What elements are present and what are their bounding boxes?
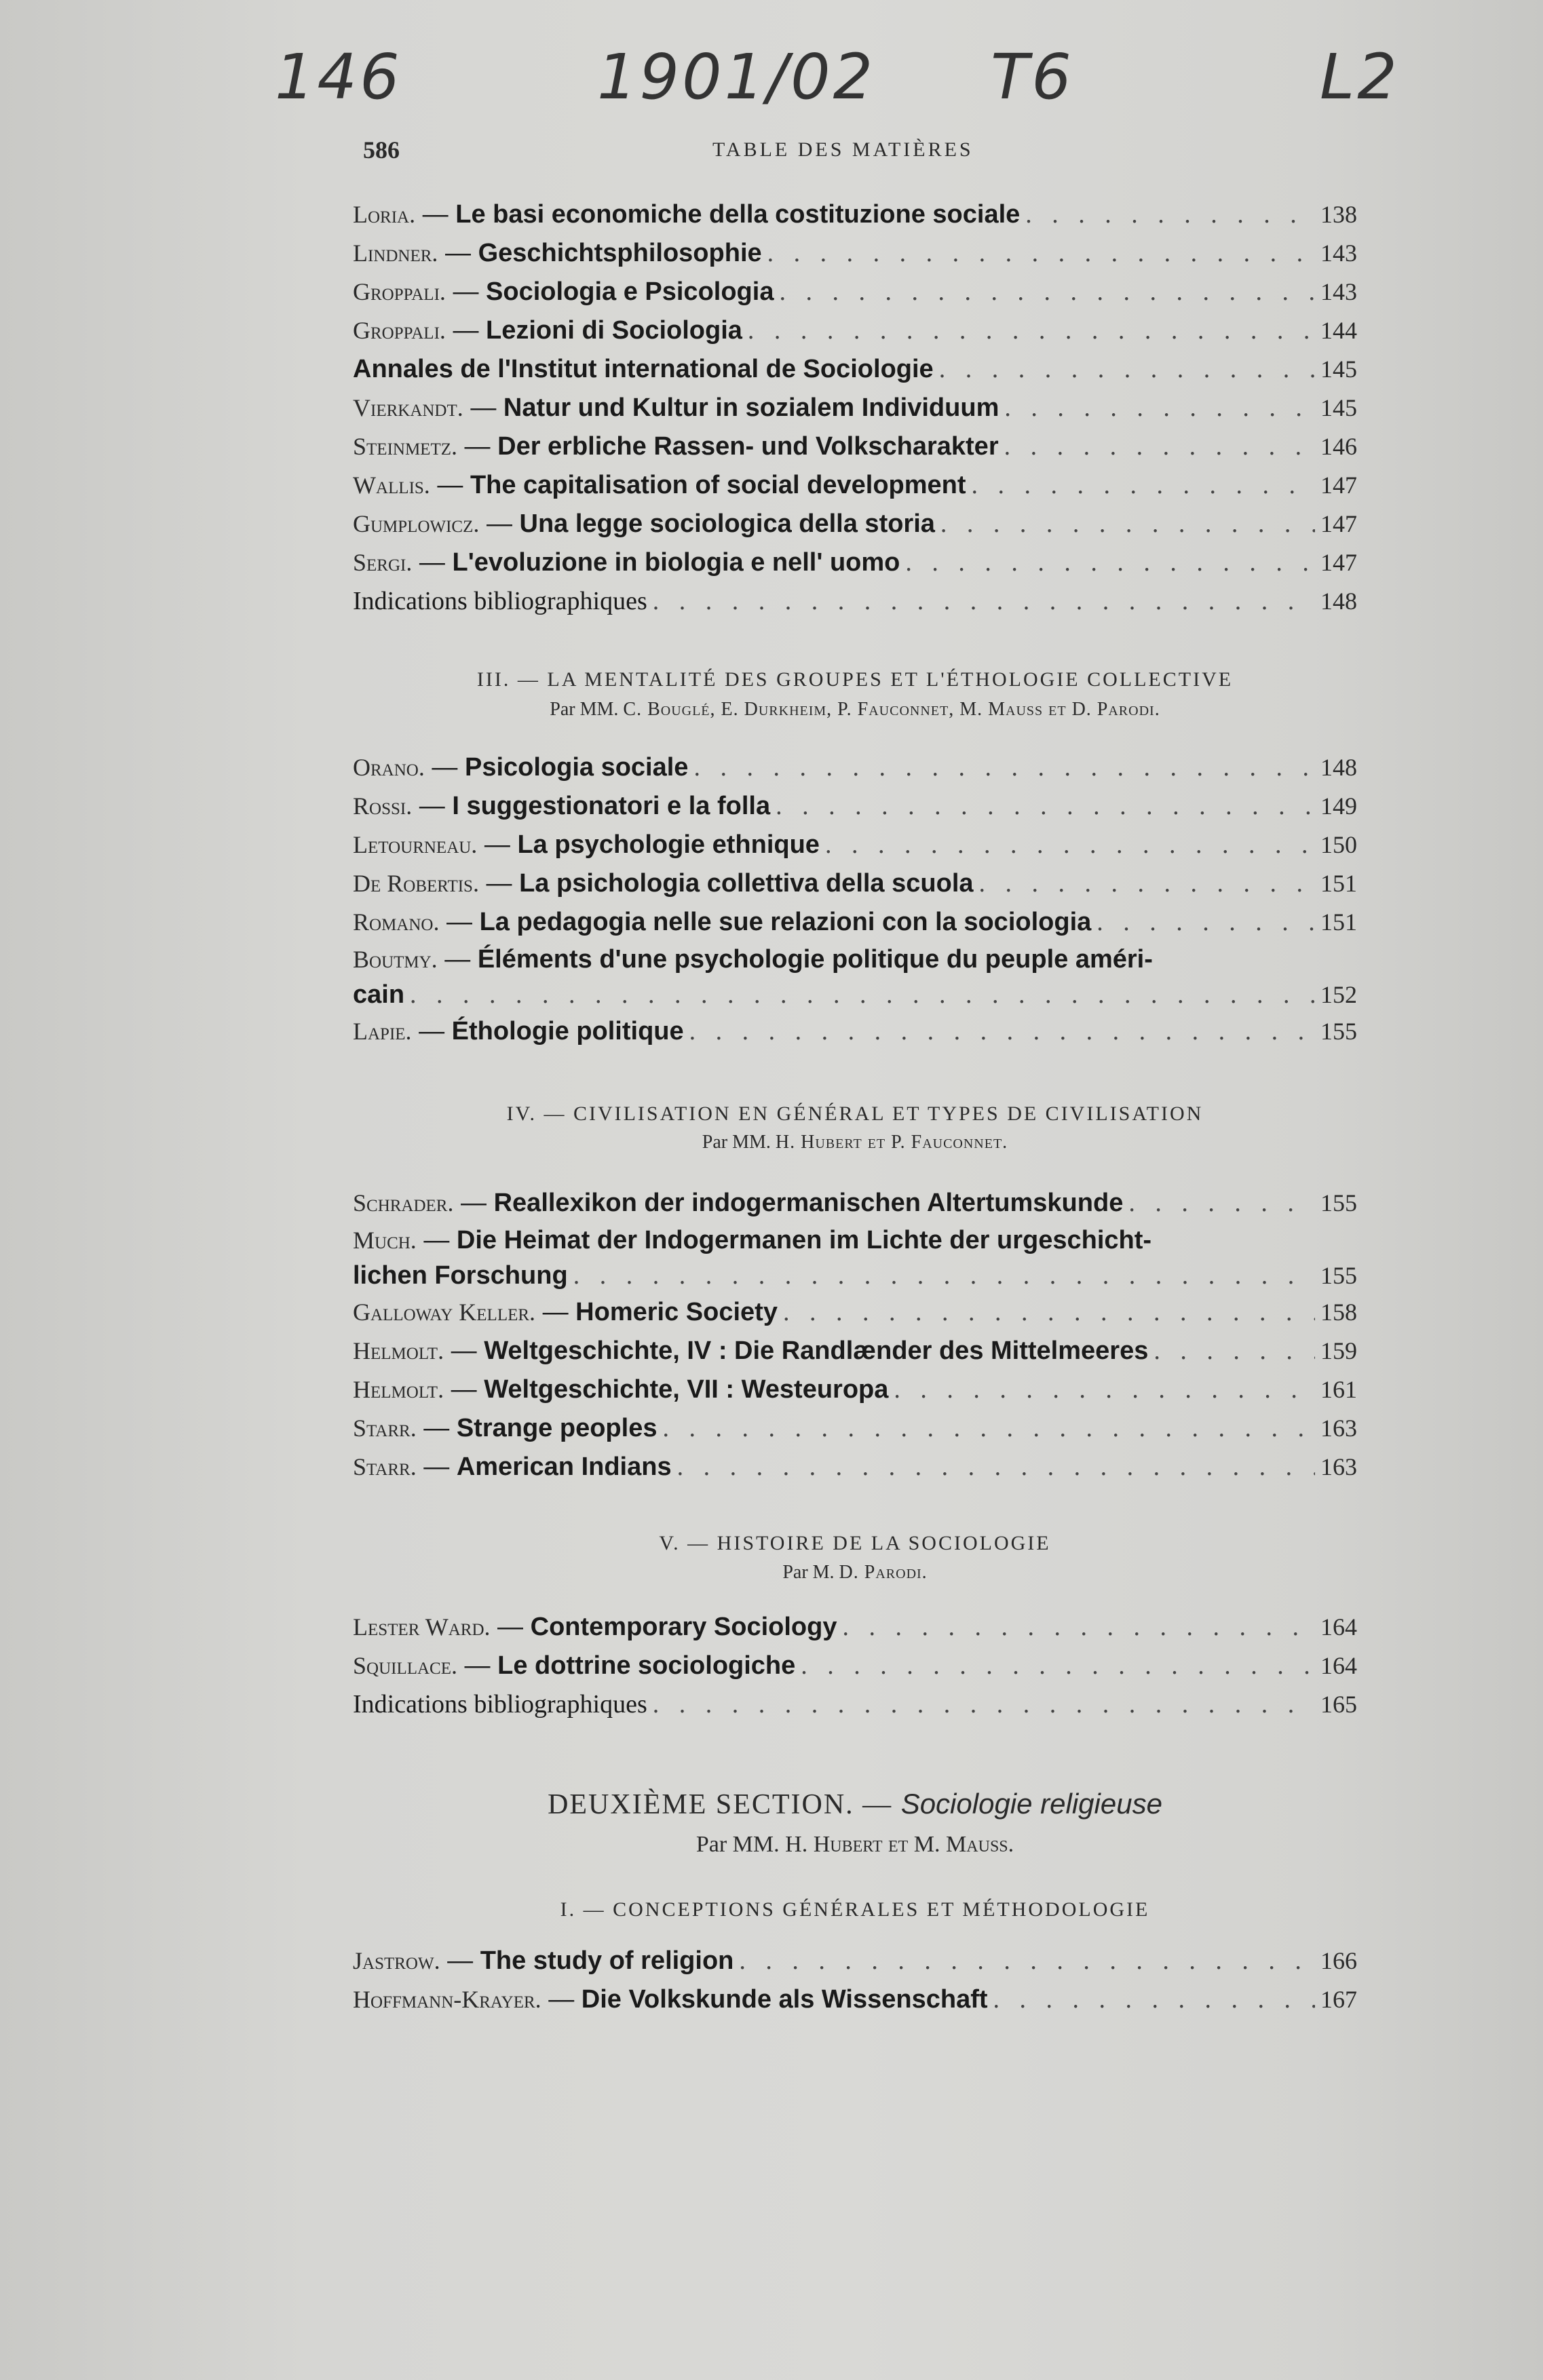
entry-page: 158 bbox=[1320, 1299, 1357, 1326]
toc-entry: Loria. — Le basi economiche della costituzione sociale . . . 138 bbox=[353, 195, 1357, 234]
entry-author: Schrader. bbox=[353, 1189, 454, 1216]
toc-entry: Gumplowicz. — Una legge sociologica della storia . . . 147 bbox=[353, 505, 1357, 543]
entry-author: Lapie. bbox=[353, 1018, 412, 1045]
by-prefix: Par M. bbox=[782, 1562, 835, 1583]
toc-entry: Hoffmann-Krayer. — Die Volkskunde als Wissenschaft . . . 167 bbox=[353, 1980, 1357, 2019]
toc-entry: Squillace. — Le dottrine sociologiche . . . 164 bbox=[353, 1647, 1357, 1685]
entry-title: Psicologia sociale bbox=[464, 753, 689, 782]
entry-title: The study of religion bbox=[480, 1946, 734, 1975]
page-number: 586 bbox=[363, 136, 400, 164]
toc-entry: Helmolt. — Weltgeschichte, IV : Die Randlænder des Mittelmeeres . . . 159 bbox=[353, 1332, 1357, 1370]
by-names: H. Hubert et P. Fauconnet. bbox=[775, 1132, 1008, 1153]
entry-page: 143 bbox=[1320, 239, 1357, 267]
entry-page: 148 bbox=[1320, 588, 1357, 615]
entry-author: Orano. bbox=[353, 754, 425, 781]
toc-group-d1 bbox=[353, 1942, 1357, 2019]
entry-author: Boutmy. bbox=[353, 946, 438, 973]
entry-author: Groppali. bbox=[353, 317, 446, 344]
entry-page: 145 bbox=[1320, 356, 1357, 383]
toc-group-1 bbox=[353, 195, 1357, 621]
entry-title: Éléments d'une psychologie politique du peuple améri- bbox=[477, 945, 1153, 974]
handwritten-mark: L2 bbox=[1320, 41, 1400, 113]
toc-entry bbox=[353, 582, 1357, 621]
entry-title: La psychologie ethnique bbox=[517, 830, 820, 859]
entry-page: 164 bbox=[1320, 1652, 1357, 1679]
toc-entry: Groppali. — Lezioni di Sociologia . . . 144 bbox=[353, 311, 1357, 350]
toc-entry: Wallis. — The capitalisation of social development . . . 147 bbox=[353, 466, 1357, 505]
toc-group-4 bbox=[353, 1184, 1357, 1486]
by-prefix: Par MM. bbox=[550, 699, 619, 720]
entry-title: I suggestionatori e la folla bbox=[452, 792, 771, 820]
entry-page: 147 bbox=[1320, 549, 1357, 576]
entry-author: Galloway Keller. bbox=[353, 1299, 536, 1326]
entry-author: Romano. bbox=[353, 908, 440, 936]
entry-title: La pedagogia nelle sue relazioni con la sociologia bbox=[479, 908, 1092, 936]
entry-author: Much. bbox=[353, 1227, 417, 1254]
entry-title: Weltgeschichte, IV : Die Randlænder des Mittelmeeres bbox=[484, 1337, 1149, 1365]
entry-page: 150 bbox=[1320, 831, 1357, 858]
entry-title: Contemporary Sociology bbox=[530, 1613, 837, 1641]
entry-page: 161 bbox=[1320, 1376, 1357, 1403]
entry-author: Steinmetz. bbox=[353, 433, 457, 460]
section-authors bbox=[353, 1562, 1357, 1584]
section-authors bbox=[353, 699, 1357, 721]
toc-entry: Starr. — Strange peoples . . . 163 bbox=[353, 1409, 1357, 1448]
toc-entry bbox=[353, 350, 1357, 389]
section-heading: IV. — CIVILISATION EN GÉNÉRAL ET TYPES DE CIVILISATION bbox=[506, 1102, 1204, 1125]
entry-title: Strange peoples bbox=[456, 1414, 658, 1442]
entry-author: Loria. bbox=[353, 201, 416, 228]
by-names: D. Parodi. bbox=[839, 1562, 928, 1583]
toc-entry: Letourneau. — La psychologie ethnique . . . 150 bbox=[353, 826, 1357, 864]
entry-page: 163 bbox=[1320, 1453, 1357, 1480]
entry-page: 155 bbox=[1320, 1018, 1357, 1045]
toc-entry: Galloway Keller. — Homeric Society . . . 158 bbox=[353, 1293, 1357, 1332]
toc-entry: Lapie. — Éthologie politique . . . 155 bbox=[353, 1012, 1357, 1051]
entry-page: 147 bbox=[1320, 472, 1357, 499]
toc-entry: Steinmetz. — Der erbliche Rassen- und Volkscharakter . . . 146 bbox=[353, 427, 1357, 466]
toc-entry: Sergi. — L'evoluzione in biologia e nell' uomo . . . 147 bbox=[353, 543, 1357, 582]
toc-group-5 bbox=[353, 1608, 1357, 1724]
section-title-prefix: DEUXIÈME SECTION. — bbox=[548, 1789, 893, 1820]
by-names: H. Hubert et M. Mauss. bbox=[785, 1832, 1014, 1857]
entry-title: Indications bibliographiques bbox=[353, 1690, 647, 1719]
entry-page: 163 bbox=[1320, 1415, 1357, 1442]
section-heading: III. — LA MENTALITÉ DES GROUPES ET L'ÉTHOLOGIE COLLECTIVE bbox=[476, 668, 1234, 691]
entry-author: Hoffmann-Krayer. bbox=[353, 1986, 541, 2013]
entry-author: Helmolt. bbox=[353, 1337, 444, 1364]
entry-page: 151 bbox=[1320, 908, 1357, 936]
entry-author: De Robertis. bbox=[353, 870, 479, 897]
handwritten-mark: 146 bbox=[275, 41, 402, 113]
entry-author: Gumplowicz. bbox=[353, 510, 480, 537]
toc-entry: Romano. — La pedagogia nelle sue relazioni con la sociologia . . . 151 bbox=[353, 903, 1357, 942]
entry-title: Weltgeschichte, VII : Westeuropa bbox=[484, 1375, 889, 1404]
section-title bbox=[353, 1788, 1357, 1821]
entry-author: Starr. bbox=[353, 1453, 417, 1480]
entry-title: Sociologia e Psicologia bbox=[486, 277, 774, 306]
entry-page: 159 bbox=[1320, 1337, 1357, 1364]
entry-page: 146 bbox=[1320, 433, 1357, 460]
toc-entry: Jastrow. — The study of religion . . . 166 bbox=[353, 1942, 1357, 1980]
entry-page: 166 bbox=[1320, 1947, 1357, 1974]
entry-page: 147 bbox=[1320, 510, 1357, 537]
toc-entry: Rossi. — I suggestionatori e la folla . . . 149 bbox=[353, 787, 1357, 826]
entry-title: Éthologie politique bbox=[451, 1017, 684, 1045]
entry-author: Lester Ward. bbox=[353, 1613, 491, 1640]
entry-title: Die Volkskunde als Wissenschaft bbox=[581, 1985, 988, 2014]
entry-page: 164 bbox=[1320, 1613, 1357, 1640]
toc-entry: Starr. — American Indians . . . 163 bbox=[353, 1448, 1357, 1486]
by-prefix: Par MM. bbox=[696, 1832, 780, 1857]
entry-title: La psichologia collettiva della scuola bbox=[519, 869, 974, 898]
toc-entry: Lindner. — Geschichtsphilosophie . . . 143 bbox=[353, 234, 1357, 273]
entry-title: Geschichtsphilosophie bbox=[478, 239, 762, 267]
handwritten-mark: T6 bbox=[991, 41, 1074, 113]
entry-title: Indications bibliographiques bbox=[353, 587, 647, 615]
entry-title: Natur und Kultur in sozialem Individuum bbox=[503, 394, 999, 422]
section-authors bbox=[353, 1132, 1357, 1153]
entry-author: Groppali. bbox=[353, 278, 446, 305]
entry-page: 155 bbox=[1320, 1189, 1357, 1216]
entry-title: Reallexikon der indogermanischen Altertumskunde bbox=[493, 1189, 1124, 1217]
entry-title: Lezioni di Sociologia bbox=[486, 316, 742, 345]
toc-entry: Orano. — Psicologia sociale . . . 148 bbox=[353, 748, 1357, 787]
entry-author: Rossi. bbox=[353, 792, 413, 820]
by-names: C. Bouglé, E. Durkheim, P. Fauconnet, M. Mauss et D. Parodi. bbox=[623, 699, 1160, 720]
entry-page: 149 bbox=[1320, 792, 1357, 820]
toc-entry: Groppali. — Sociologia e Psicologia . . . 143 bbox=[353, 273, 1357, 311]
handwritten-mark: 1901/02 bbox=[597, 41, 876, 113]
entry-title: Le dottrine sociologiche bbox=[497, 1651, 796, 1680]
section-heading: V. — HISTOIRE DE LA SOCIOLOGIE bbox=[659, 1532, 1051, 1554]
toc-entry: Lester Ward. — Contemporary Sociology . . . 164 bbox=[353, 1608, 1357, 1647]
entry-page: 145 bbox=[1320, 394, 1357, 421]
entry-author: Lindner. bbox=[353, 239, 438, 267]
entry-title: Una legge sociologica della storia bbox=[519, 510, 935, 538]
entry-author: Wallis. bbox=[353, 472, 430, 499]
entry-page: 148 bbox=[1320, 754, 1357, 781]
entry-author: Starr. bbox=[353, 1415, 417, 1442]
entry-title: L'evoluzione in biologia e nell' uomo bbox=[452, 548, 900, 577]
toc-entry: Vierkandt. — Natur und Kultur in sozialem Individuum . . . 145 bbox=[353, 389, 1357, 427]
entry-page: 144 bbox=[1320, 317, 1357, 344]
entry-author: Jastrow. bbox=[353, 1947, 440, 1974]
running-head: TABLE DES MATIÈRES bbox=[712, 138, 974, 161]
entry-title: American Indians bbox=[456, 1453, 672, 1481]
entry-title: The capitalisation of social development bbox=[470, 471, 966, 499]
entry-title: Annales de l'Institut international de Sociologie bbox=[353, 355, 934, 383]
entry-page: 151 bbox=[1320, 870, 1357, 897]
by-prefix: Par MM. bbox=[702, 1132, 771, 1153]
toc-entry bbox=[353, 1685, 1357, 1724]
toc-entry: Helmolt. — Weltgeschichte, VII : Westeuropa . . . 161 bbox=[353, 1370, 1357, 1409]
entry-page: 167 bbox=[1320, 1986, 1357, 2013]
entry-title-cont: cain bbox=[353, 980, 405, 1009]
entry-author: Vierkandt. bbox=[353, 394, 463, 421]
entry-author: Sergi. bbox=[353, 549, 413, 576]
toc-group-3 bbox=[353, 748, 1357, 1051]
section-title-italic: Sociologie religieuse bbox=[900, 1788, 1162, 1820]
section-heading: I. — CONCEPTIONS GÉNÉRALES ET MÉTHODOLOGIE bbox=[560, 1898, 1150, 1921]
entry-title: Die Heimat der Indogermanen im Lichte der urgeschicht- bbox=[456, 1226, 1152, 1254]
entry-title: Der erbliche Rassen- und Volkscharakter bbox=[497, 432, 999, 461]
entry-title-cont: lichen Forschung bbox=[353, 1261, 568, 1290]
entry-title: Homeric Society bbox=[575, 1298, 778, 1326]
entry-page: 138 bbox=[1320, 201, 1357, 228]
section-authors bbox=[353, 1832, 1357, 1858]
entry-page: 143 bbox=[1320, 278, 1357, 305]
toc-entry: De Robertis. — La psichologia collettiva della scuola . . . 151 bbox=[353, 864, 1357, 903]
entry-page: 152 bbox=[1320, 981, 1357, 1008]
toc-entry: Much. — Die Heimat der Indogermanen im Lichte der urgeschicht- lichen Forschung . . . 155 bbox=[353, 1223, 1357, 1293]
entry-author: Squillace. bbox=[353, 1652, 457, 1679]
entry-page: 155 bbox=[1320, 1262, 1357, 1289]
toc-entry: Boutmy. — Éléments d'une psychologie politique du peuple améri- cain . . . 152 bbox=[353, 942, 1357, 1012]
entry-title: Le basi economiche della costituzione sociale bbox=[455, 200, 1021, 229]
entry-page: 165 bbox=[1320, 1691, 1357, 1718]
entry-author: Helmolt. bbox=[353, 1376, 444, 1403]
toc-entry: Schrader. — Reallexikon der indogermanischen Altertumskunde . . . 155 bbox=[353, 1184, 1357, 1223]
entry-author: Letourneau. bbox=[353, 831, 478, 858]
